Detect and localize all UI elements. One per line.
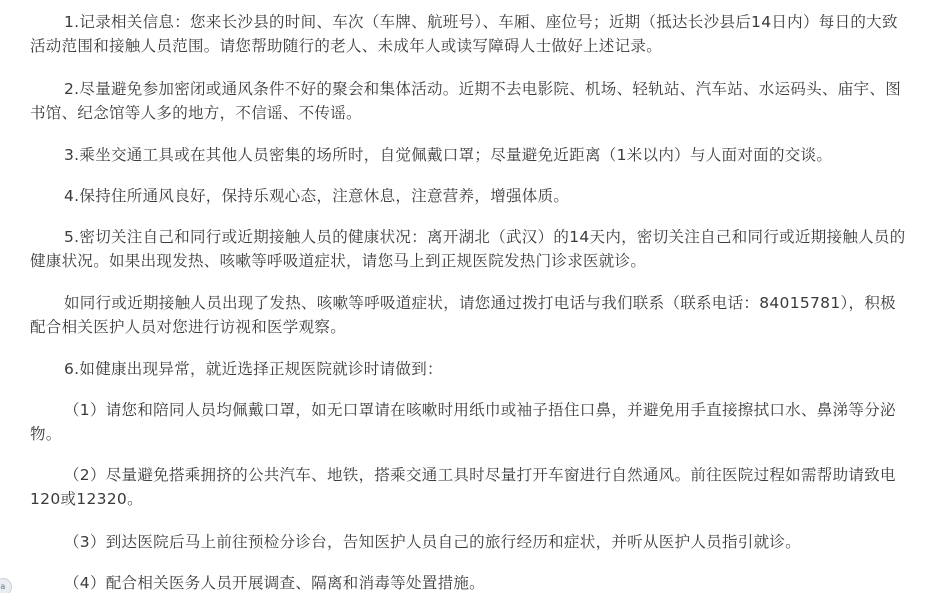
paragraph-seek-care: 6.如健康出现异常，就近选择正规医院就诊时请做到： xyxy=(64,360,443,378)
paragraph-care-step-1: （1）请您和陪同人员均佩戴口罩，如无口罩请在咳嗽时用纸巾或袖子捂住口鼻，并避免用手直接擦拭口水、鼻涕等分泌物。 xyxy=(30,401,896,443)
paragraph-avoid-gatherings: 2.尽量避免参加密闭或通风条件不好的聚会和集体活动。近期不去电影院、机场、轻轨站、汽车站、水运码头、庙宇、图书馆、纪念馆等人多的地方，不信谣、不传谣。 xyxy=(30,80,901,122)
paragraph-wear-mask: 3.乘坐交通工具或在其他人员密集的场所时，自觉佩戴口罩；尽量避免近距离（1米以内）与人面对面的交谈。 xyxy=(64,146,833,164)
paragraph-ventilation: 4.保持住所通风良好，保持乐观心态，注意休息，注意营养，增强体质。 xyxy=(64,187,570,205)
paragraph-record-info: 1.记录相关信息：您来长沙县的时间、车次（车牌、航班号）、车厢、座位号；近期（抵达长沙县后14日内）每日的大致活动范围和接触人员范围。请您帮助随行的老人、未成年人或读写障碍人士做好上述记录。 xyxy=(30,13,898,55)
paragraph-contact-phone: 如同行或近期接触人员出现了发热、咳嗽等呼吸道症状，请您通过拨打电话与我们联系（联系电话：84015781），积极配合相关医护人员对您进行访视和医学观察。 xyxy=(30,294,896,336)
paragraph-monitor-health: 5.密切关注自己和同行或近期接触人员的健康状况：离开湖北（武汉）的14天内，密切关注自己和同行或近期接触人员的健康状况。如果出现发热、咳嗽等呼吸道症状，请您马上到正规医院发热门诊求医就诊。 xyxy=(30,228,906,270)
paragraph-care-step-3: （3）到达医院后马上前往预检分诊台，告知医护人员自己的旅行经历和症状，并听从医护人员指引就诊。 xyxy=(64,533,801,551)
floating-badge[interactable]: a xyxy=(0,578,12,593)
paragraph-care-step-2: （2）尽量避免搭乘拥挤的公共汽车、地铁，搭乘交通工具时尽量打开车窗进行自然通风。前往医院过程如需帮助请致电120或12320。 xyxy=(30,466,896,508)
paragraph-care-step-4: （4）配合相关医务人员开展调查、隔离和消毒等处置措施。 xyxy=(64,574,485,592)
